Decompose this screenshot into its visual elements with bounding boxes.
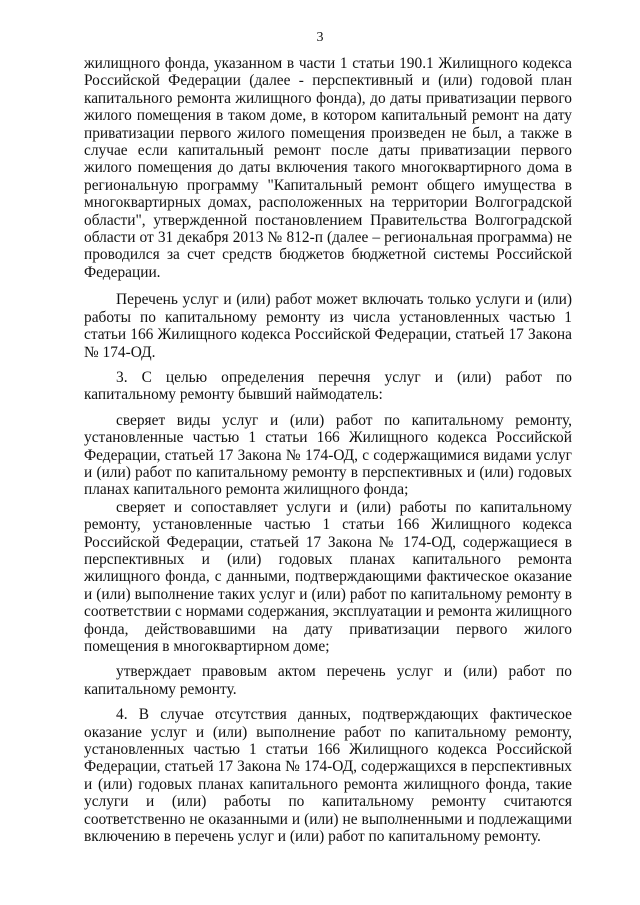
paragraph-services-list: Перечень услуг и (или) работ может включать только услуги и (или) работы по капитальному ремонту из числа установленных частью 1 статьи 166 Жилищного кодекса Российской Федерации, статьей 17 Закона № 174-ОД. xyxy=(84,291,572,361)
paragraph-continuation: жилищного фонда, указанном в части 1 статьи 190.1 Жилищного кодекса Российской Федерации (далее - перспективный и (или) годовой план капитального ремонта жилищного фонда), до даты приватизации первого жилого помещения в таком доме, в котором капитальный ремонт на дату приватизации первого жилого помещения произведен не был, а также в случае если капитальный ремонт после даты приватизации первого жилого помещения до даты включения такого многоквартирного дома в региональную программу "Капитальный ремонт общего имущества в многоквартирных домах, расположенных на территории Волгоградской области", утвержденной постановлением Правительства Волгоградской области от 31 декабря 2013 № 812-п (далее – региональная программа) не проводился за счет средств бюджетов бюджетной системы Российской Федерации. xyxy=(84,55,572,281)
paragraph-clause-3-item-3: утверждает правовым актом перечень услуг и (или) работ по капитальному ремонту. xyxy=(84,663,572,698)
paragraph-clause-4: 4. В случае отсутствия данных, подтверждающих фактическое оказание услуг и (или) выполнение работ по капитальному ремонту, установленных частью 1 статьи 166 Жилищного кодекса Российской Федерации, статьей 17 Закона № 174-ОД, содержащихся в перспективных и (или) годовых планах капитального ремонта жилищного фонда, такие услуги и (или) работы по капитальному ремонту считаются соответственно не оказанными и (или) не выполненными и подлежащими включению в перечень услуг и (или) работ по капитальному ремонту. xyxy=(84,706,572,846)
paragraph-clause-3-item-2: сверяет и сопоставляет услуги и (или) работы по капитальному ремонту, установленные частью 1 статьи 166 Жилищного кодекса Российской Федерации, статьей 17 Закона № 174-ОД, содержащиеся в перспективных и (или) годовых планах капитального ремонта жилищного фонда, с данными, подтверждающими фактическое оказание и (или) выполнение таких услуг и (или) работ по капитальному ремонту в соответствии с нормами содержания, эксплуатации и ремонта жилищного фонда, действовавшими на дату приватизации первого жилого помещения в многоквартирном доме; xyxy=(84,498,572,655)
paragraph-clause-3: 3. С целью определения перечня услуг и (или) работ по капитальному ремонту бывший наймодатель: xyxy=(84,368,572,404)
paragraph-clause-3-item-1: сверяет виды услуг и (или) работ по капитальному ремонту, установленные частью 1 статьи 166 Жилищного кодекса Российской Федерации, статьей 17 Закона № 174-ОД, с содержащимися видами услуг и (или) работ по капитальному ремонту в перспективных и (или) годовых планах капитального ремонта жилищного фонда; xyxy=(84,411,572,499)
document-body xyxy=(84,55,572,845)
page-number: 3 xyxy=(316,30,324,45)
